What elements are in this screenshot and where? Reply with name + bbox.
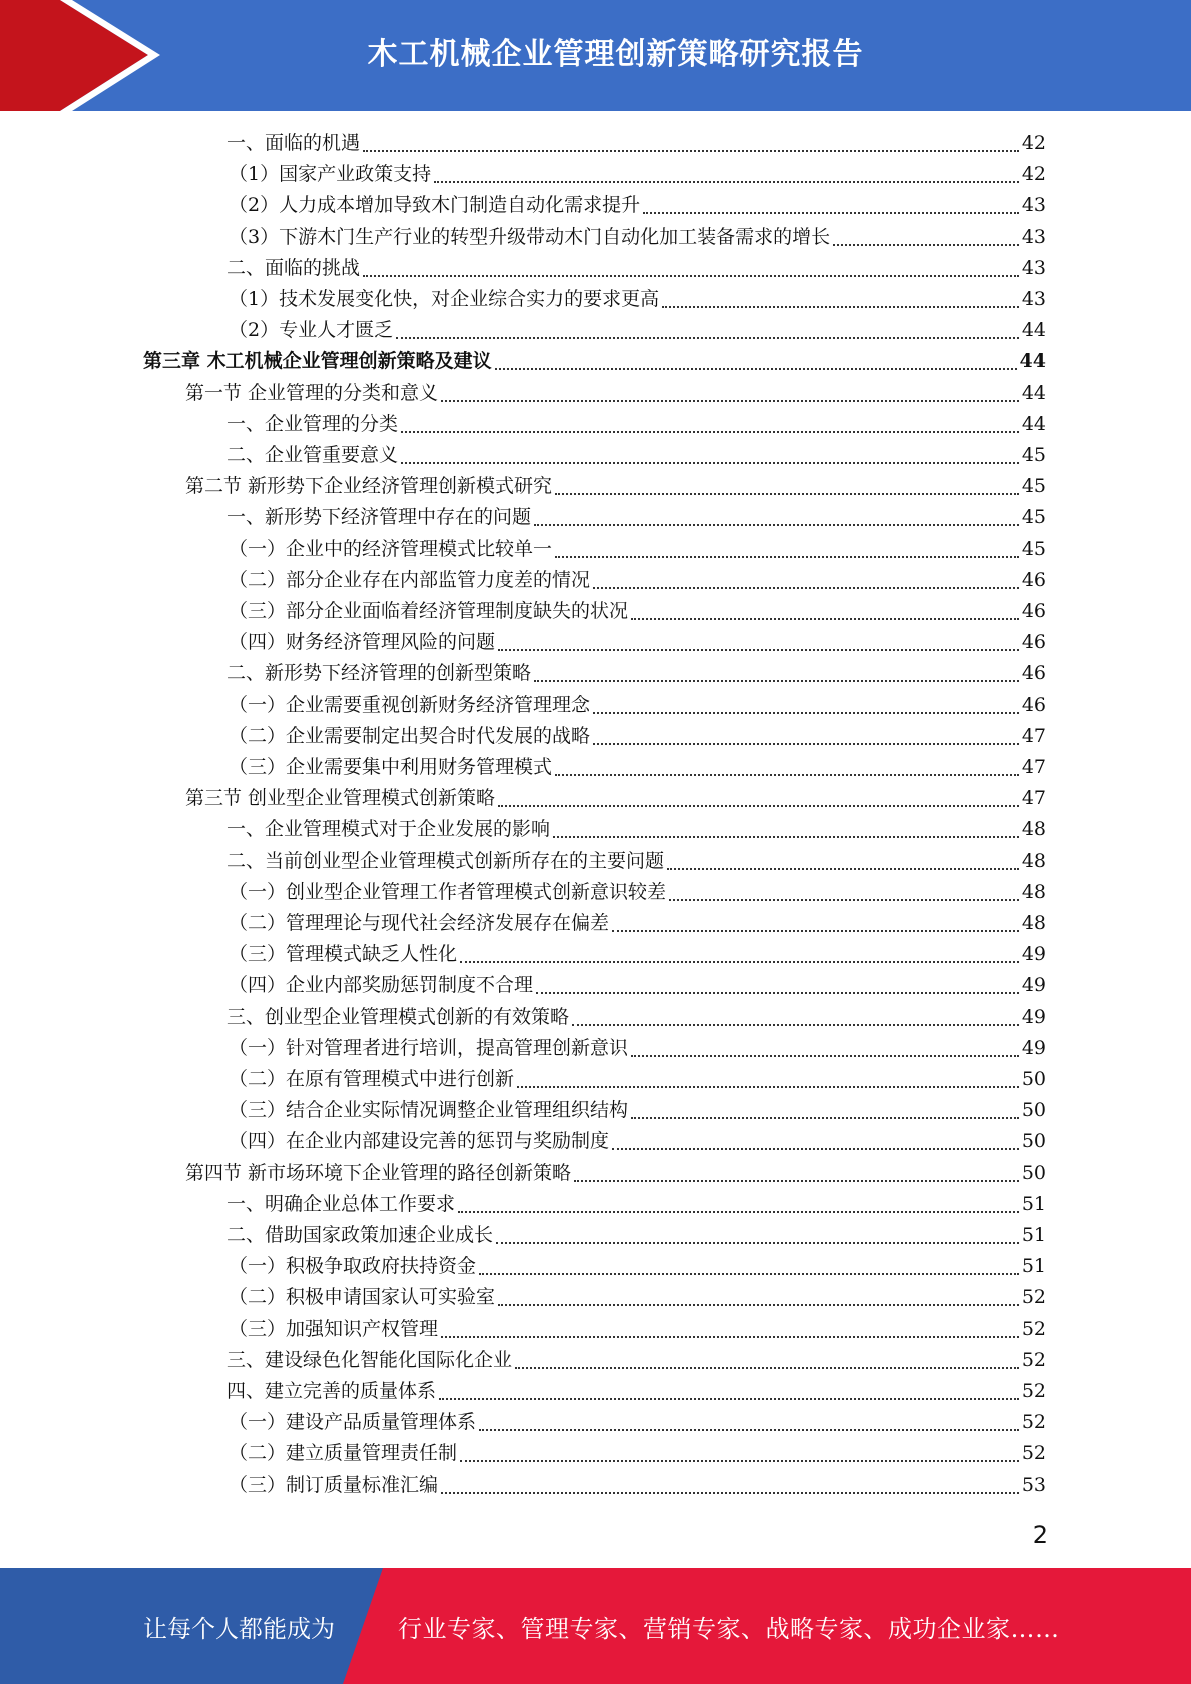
toc-dot-leader — [496, 1213, 1019, 1244]
toc-entry-title: 第一节 企业管理的分类和意义 — [185, 381, 439, 404]
toc-entry-title: （一）针对管理者进行培训，提高管理创新意识 — [229, 1036, 629, 1059]
toc-dot-leader — [498, 776, 1019, 807]
page-header — [0, 0, 1191, 111]
toc-entry-title: （2）专业人才匮乏 — [229, 319, 394, 342]
toc-entry-title: （1）技术发展变化快，对企业综合实力的要求更高 — [229, 288, 660, 310]
toc-dot-leader — [662, 277, 1019, 308]
toc-entry-page: 52 — [1021, 1380, 1046, 1402]
toc-dot-leader — [631, 1088, 1019, 1119]
toc-entry-page: 44 — [1021, 412, 1046, 435]
toc-dot-leader — [517, 1057, 1019, 1088]
toc-entry-title: （四）企业内部奖励惩罚制度不合理 — [229, 974, 534, 997]
toc-entry-title: （2）人力成本增加导致木门制造自动化需求提升 — [229, 194, 641, 217]
toc-entry-title: （四）财务经济管理风险的问题 — [229, 631, 496, 654]
toc-dot-leader — [612, 1119, 1019, 1150]
toc-entry[interactable] — [229, 1470, 1046, 1501]
toc-entry-page: 47 — [1021, 756, 1046, 778]
toc-entry-title: （一）积极争取政府扶持资金 — [229, 1255, 477, 1278]
toc-entry-title: 一、企业管理的分类 — [227, 412, 399, 435]
toc-entry-title: 一、面临的机遇 — [227, 132, 361, 154]
toc-entry-title: 二、面临的挑战 — [227, 256, 361, 279]
toc-dot-leader — [495, 339, 1017, 370]
toc-entry-title: 二、当前创业型企业管理模式创新所存在的主要问题 — [227, 849, 665, 872]
toc-dot-leader — [479, 1400, 1019, 1431]
toc-entry-page: 52 — [1021, 1442, 1046, 1465]
toc-entry-title: 二、借助国家政策加速企业成长 — [227, 1224, 494, 1246]
toc-entry-page: 47 — [1021, 787, 1046, 810]
toc-entry-title: （二）建立质量管理责任制 — [229, 1442, 458, 1465]
toc-entry-page: 44 — [1021, 381, 1046, 404]
toc-entry-page: 48 — [1021, 849, 1046, 872]
toc-dot-leader — [441, 371, 1019, 402]
toc-dot-leader — [572, 995, 1019, 1026]
toc-entry-title: （三）加强知识产权管理 — [229, 1317, 439, 1340]
toc-entry-title: （三）部分企业面临着经济管理制度缺失的状况 — [229, 600, 629, 622]
toc-dot-leader — [441, 1463, 1019, 1494]
toc-entry-title: （3）下游木门生产行业的转型升级带动木门自动化加工装备需求的增长 — [229, 225, 831, 248]
toc-dot-leader — [833, 215, 1019, 246]
toc-dot-leader — [536, 963, 1019, 994]
toc-entry-page: 50 — [1021, 1130, 1046, 1153]
toc-dot-leader — [555, 527, 1019, 558]
toc-entry-page: 42 — [1021, 132, 1046, 154]
toc-entry-page: 43 — [1021, 225, 1046, 248]
toc-entry-page: 52 — [1021, 1317, 1046, 1340]
toc-entry-page: 50 — [1021, 1099, 1046, 1122]
toc-entry-title: （二）部分企业存在内部监管力度差的情况 — [229, 568, 591, 591]
toc-entry-title: （一）企业需要重视创新财务经济管理理念 — [229, 693, 591, 716]
toc-entry-page: 46 — [1021, 600, 1046, 622]
toc-entry-title: 四、建立完善的质量体系 — [227, 1380, 437, 1402]
toc-entry-page: 45 — [1021, 475, 1046, 498]
toc-dot-leader — [667, 839, 1019, 870]
toc-dot-leader — [555, 745, 1019, 776]
toc-entry-page: 51 — [1021, 1192, 1046, 1215]
toc-entry-page: 50 — [1021, 1068, 1046, 1090]
toc-entry-page: 51 — [1021, 1224, 1046, 1246]
page-footer — [0, 1568, 1191, 1684]
toc-entry-page: 49 — [1021, 1005, 1046, 1028]
toc-entry-page: 49 — [1021, 1036, 1046, 1059]
toc-entry-page: 45 — [1021, 444, 1046, 466]
toc-dot-leader — [515, 1338, 1019, 1369]
toc-dot-leader — [396, 308, 1019, 339]
toc-entry-page: 43 — [1021, 194, 1046, 217]
toc-entry-title: 第二节 新形势下企业经济管理创新模式研究 — [185, 475, 553, 498]
toc-entry-page: 46 — [1021, 568, 1046, 591]
toc-dot-leader — [439, 1369, 1019, 1400]
toc-dot-leader — [593, 558, 1019, 589]
footer-slogan-left: 让每个人都能成为 — [143, 1614, 335, 1643]
toc-entry-title: 三、建设绿色化智能化国际化企业 — [227, 1348, 513, 1371]
footer-slogan-right: 行业专家、管理专家、营销专家、战略专家、成功企业家…… — [398, 1614, 1060, 1643]
toc-dot-leader — [363, 246, 1019, 277]
toc-dot-leader — [534, 651, 1019, 682]
toc-entry-title: 一、新形势下经济管理中存在的问题 — [227, 506, 532, 529]
toc-entry-title: 二、企业管重要意义 — [227, 444, 399, 466]
toc-entry-title: （二）企业需要制定出契合时代发展的战略 — [229, 724, 591, 747]
toc-entry-page: 44 — [1019, 350, 1046, 373]
toc-entry-title: （二）管理理论与现代社会经济发展存在偏差 — [229, 912, 610, 934]
toc-entry-page: 52 — [1021, 1348, 1046, 1371]
toc-entry-title: 第三节 创业型企业管理模式创新策略 — [185, 787, 496, 810]
toc-entry-title: （三）结合企业实际情况调整企业管理组织结构 — [229, 1099, 629, 1122]
toc-entry-page: 49 — [1021, 974, 1046, 997]
toc-dot-leader — [612, 901, 1019, 932]
toc-entry-page: 48 — [1021, 818, 1046, 841]
toc-dot-leader — [363, 121, 1019, 152]
toc-dot-leader — [460, 932, 1019, 963]
toc-entry-page: 48 — [1021, 880, 1046, 903]
toc-entry-title: 一、明确企业总体工作要求 — [227, 1192, 456, 1215]
toc-entry-title: 一、企业管理模式对于企业发展的影响 — [227, 818, 551, 841]
toc-dot-leader — [553, 807, 1019, 838]
toc-entry-page: 52 — [1021, 1411, 1046, 1434]
toc-entry-page: 42 — [1021, 163, 1046, 186]
toc-entry-page: 43 — [1021, 256, 1046, 279]
toc-entry-title: 三、创业型企业管理模式创新的有效策略 — [227, 1005, 570, 1028]
toc-entry-title: 二、新形势下经济管理的创新型策略 — [227, 662, 532, 685]
toc-entry-title: （三）制订质量标准汇编 — [229, 1473, 439, 1496]
toc-entry-page: 49 — [1021, 943, 1046, 966]
toc-dot-leader — [631, 1026, 1019, 1057]
toc-dot-leader — [434, 152, 1019, 183]
toc-entry-page: 45 — [1021, 537, 1046, 560]
toc-entry-page: 43 — [1021, 288, 1046, 310]
toc-entry-page: 52 — [1021, 1286, 1046, 1309]
toc-dot-leader — [498, 1275, 1019, 1306]
toc-entry-page: 45 — [1021, 506, 1046, 529]
toc-dot-leader — [643, 183, 1019, 214]
toc-dot-leader — [593, 683, 1019, 714]
toc-entry-title: （一）企业中的经济管理模式比较单一 — [229, 537, 553, 560]
toc-entry-title: （一）建设产品质量管理体系 — [229, 1411, 477, 1434]
toc-dot-leader — [574, 1151, 1019, 1182]
toc-entry-page: 47 — [1021, 724, 1046, 747]
toc-entry-title: （三）管理模式缺乏人性化 — [229, 943, 458, 966]
toc-entry-page: 50 — [1021, 1161, 1046, 1184]
toc-dot-leader — [555, 464, 1019, 495]
toc-dot-leader — [498, 620, 1019, 651]
toc-entry-page: 53 — [1021, 1473, 1046, 1496]
toc-entry-title: （1）国家产业政策支持 — [229, 163, 432, 186]
toc-dot-leader — [479, 1244, 1019, 1275]
toc-entry-title: 第四节 新市场环境下企业管理的路径创新策略 — [185, 1161, 572, 1184]
toc-entry-page: 48 — [1021, 912, 1046, 934]
toc-dot-leader — [458, 1182, 1019, 1213]
toc-entry-page: 46 — [1021, 662, 1046, 685]
toc-dot-leader — [441, 1307, 1019, 1338]
toc-entry-page: 46 — [1021, 631, 1046, 654]
toc-entry-title: 第三章 木工机械企业管理创新策略及建议 — [143, 350, 492, 373]
toc-dot-leader — [460, 1431, 1019, 1462]
toc-entry-page: 44 — [1021, 319, 1046, 342]
toc-dot-leader — [669, 870, 1019, 901]
toc-entry-title: （一）创业型企业管理工作者管理模式创新意识较差 — [229, 880, 667, 903]
toc-entry-title: （三）企业需要集中利用财务管理模式 — [229, 756, 553, 778]
toc-dot-leader — [401, 433, 1019, 464]
toc-entry-title: （二）在原有管理模式中进行创新 — [229, 1068, 515, 1090]
page-number: 2 — [1032, 1521, 1048, 1549]
toc-entry-page: 51 — [1021, 1255, 1046, 1278]
report-title: 木工机械企业管理创新策略研究报告 — [367, 37, 864, 72]
toc-dot-leader — [593, 714, 1019, 745]
toc-dot-leader — [534, 495, 1019, 526]
toc-dot-leader — [631, 589, 1019, 620]
toc-entry-title: （四）在企业内部建设完善的惩罚与奖励制度 — [229, 1130, 610, 1153]
toc-entry-page: 46 — [1021, 693, 1046, 716]
toc-entry-title: （二）积极申请国家认可实验室 — [229, 1286, 496, 1309]
toc-dot-leader — [401, 402, 1019, 433]
